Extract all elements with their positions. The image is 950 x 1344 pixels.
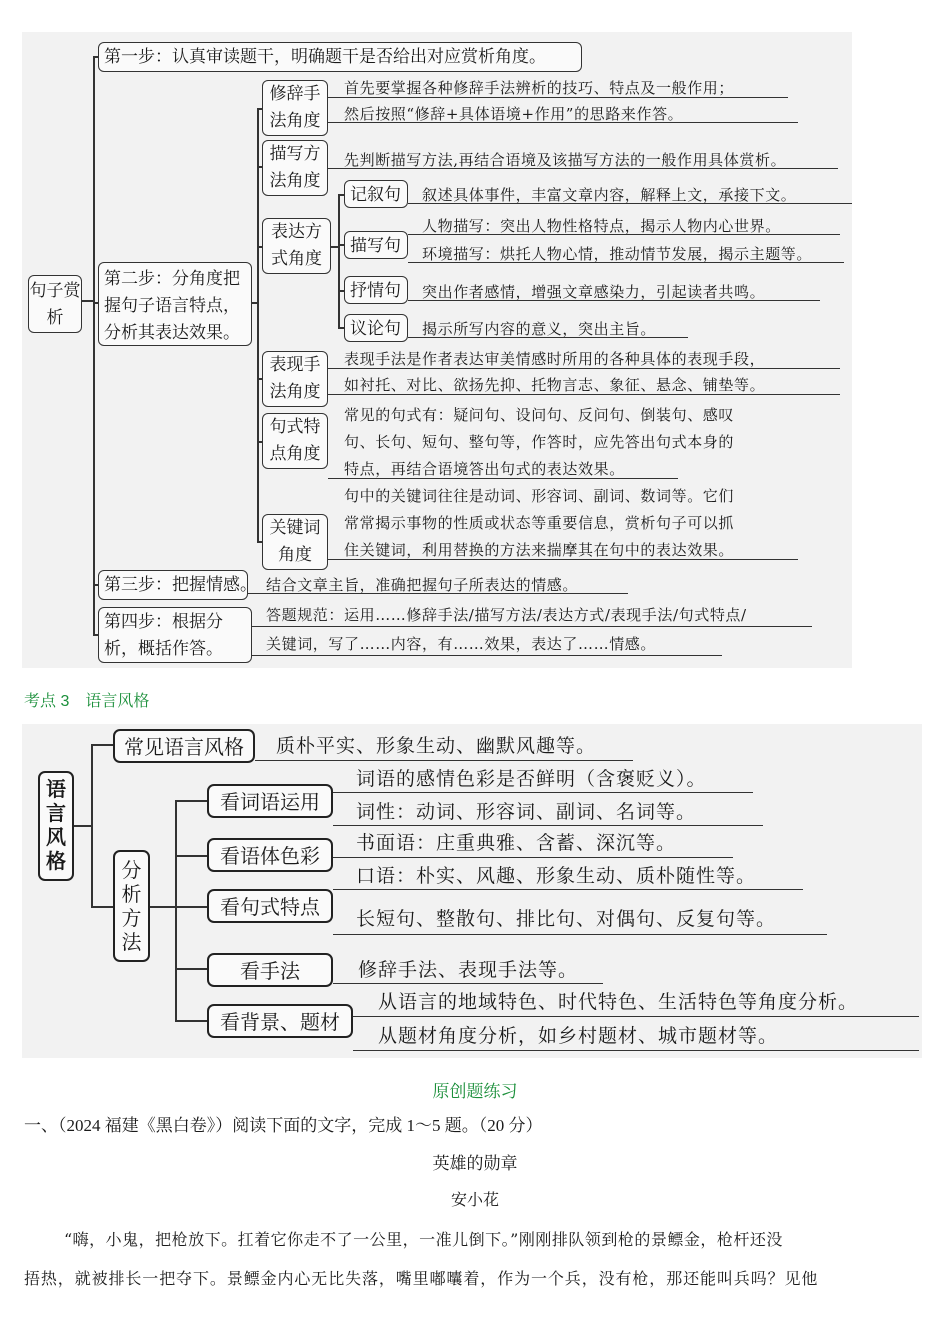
connector xyxy=(74,825,92,827)
argument-text: 揭示所写内容的意义，突出主旨。 xyxy=(422,320,657,338)
sentence-line-1: 常见的句式有：疑问句、设问句、反问句、倒装句、感叹 xyxy=(344,406,735,424)
describe-box: 描写句 xyxy=(344,231,408,259)
underline xyxy=(328,394,840,395)
story-author: 安小花 xyxy=(450,1192,499,1209)
underline xyxy=(333,825,763,826)
keyword-line-2: 常常揭示事物的性质或状态等重要信息，赏析句子可以抓 xyxy=(344,514,735,532)
connector xyxy=(93,56,95,635)
question-text: 一、（2024 福建《黑白卷》）阅读下面的文字，完成 1～5 题。（20 分） xyxy=(24,1116,543,1135)
underline xyxy=(248,593,628,594)
register-line-2: 口语：朴实、风趣、形象生动、质朴随性等。 xyxy=(356,865,757,887)
rhetoric-line-2: 然后按照“修辞+具体语境+作用”的思路来作答。 xyxy=(344,105,684,123)
connector xyxy=(257,108,259,542)
register-box: 看语体色彩 xyxy=(207,838,333,872)
underline xyxy=(333,792,753,793)
underline xyxy=(328,559,798,560)
connector xyxy=(91,906,113,908)
connector xyxy=(175,1020,207,1022)
step4-line-2: 关键词，写了……内容，有……效果，表达了……情感。 xyxy=(266,635,657,653)
sentence-feature-text: 长短句、整散句、排比句、对偶句、反复句等。 xyxy=(356,908,777,930)
underline xyxy=(255,760,633,761)
rhetoric-angle-box: 修辞手法角度 xyxy=(262,80,328,136)
underline xyxy=(328,368,840,369)
word-usage-line-1: 词语的感情色彩是否鲜明（含褒贬义）。 xyxy=(356,768,707,790)
underline xyxy=(328,478,678,479)
expression-angle-box: 表达方式角度 xyxy=(262,218,331,274)
background-box: 看背景、题材 xyxy=(207,1004,353,1038)
connector xyxy=(91,744,113,746)
technique-angle-box: 表现手法角度 xyxy=(262,351,328,407)
root-sentence-analysis: 句子赏析 xyxy=(28,275,82,333)
step3-box: 第三步：把握情感。 xyxy=(98,570,248,600)
describe-line-1: 人物描写：突出人物性格特点，揭示人物内心世界。 xyxy=(422,217,781,235)
connector xyxy=(175,855,207,857)
sentence-line-3: 特点，再结合语境答出句式的表达效果。 xyxy=(344,460,625,478)
common-style-box: 常见语言风格 xyxy=(113,729,255,763)
background-line-1: 从语言的地域特色、时代特色、生活特色等角度分析。 xyxy=(378,991,859,1013)
connector xyxy=(175,968,207,970)
step4-line-1: 答题规范：运用……修辞手法/描写方法/表达方式/表现手法/句式特点/ xyxy=(266,606,747,624)
argument-box: 议论句 xyxy=(344,314,408,342)
underline xyxy=(408,234,840,235)
step1-box: 第一步：认真审读题干，明确题干是否给出对应赏析角度。 xyxy=(98,42,582,72)
lyric-box: 抒情句 xyxy=(344,276,408,304)
keyword-angle-box: 关键词角度 xyxy=(262,514,328,570)
connector xyxy=(338,194,340,328)
lyric-text: 突出作者感情，增强文章感染力，引起读者共鸣。 xyxy=(422,283,766,301)
underline xyxy=(333,857,733,858)
technique-text: 修辞手法、表现手法等。 xyxy=(358,959,579,981)
underline xyxy=(408,337,688,338)
underline xyxy=(328,97,788,98)
background-line-2: 从题材角度分析，如乡村题材、城市题材等。 xyxy=(378,1025,779,1047)
underline xyxy=(333,934,827,935)
underline xyxy=(328,122,798,123)
underline xyxy=(408,300,820,301)
story-title: 英雄的勋章 xyxy=(432,1154,518,1173)
connector xyxy=(91,744,93,908)
underline xyxy=(353,1016,919,1017)
practice-title: 原创题练习 xyxy=(432,1082,518,1101)
sentence-angle-box: 句式特点角度 xyxy=(262,413,328,469)
describe-line-2: 环境描写：烘托人物心情，推动情节发展，揭示主题等。 xyxy=(422,245,813,263)
description-text: 先判断描写方法,再结合语境及该描写方法的一般作用具体赏析。 xyxy=(344,151,787,169)
technique-line-1: 表现手法是作者表达审美情感时所用的各种具体的表现手段， xyxy=(344,350,766,368)
underline xyxy=(252,626,812,627)
underline xyxy=(408,262,844,263)
technique-box: 看手法 xyxy=(207,953,333,987)
root-language-style: 语言风格 xyxy=(38,771,74,881)
keyword-line-1: 句中的关键词往往是动词、形容词、副词、数词等。它们 xyxy=(344,487,735,505)
sentence-line-2: 句、长句、短句、整句等，作答时，应先答出句式本身的 xyxy=(344,433,735,451)
word-usage-line-2: 词性：动词、形容词、副词、名词等。 xyxy=(356,801,697,823)
register-line-1: 书面语：庄重典雅、含蓄、深沉等。 xyxy=(356,832,677,854)
common-style-text: 质朴平实、形象生动、幽默风趣等。 xyxy=(276,735,597,757)
connector xyxy=(150,906,176,908)
method-box: 分析方法 xyxy=(113,850,150,962)
description-angle-box: 描写方法角度 xyxy=(262,140,328,196)
underline xyxy=(408,203,852,204)
connector xyxy=(175,800,177,1022)
step3-text: 结合文章主旨，准确把握句子所表达的情感。 xyxy=(266,576,579,594)
narrative-text: 叙述具体事件，丰富文章内容，解释上文，承接下文。 xyxy=(422,186,797,204)
underline xyxy=(353,1050,919,1051)
connector xyxy=(175,906,207,908)
step4-box: 第四步：根据分析，概括作答。 xyxy=(98,607,252,663)
technique-line-2: 如衬托、对比、欲扬先抑、托物言志、象征、悬念、铺垫等。 xyxy=(344,376,766,394)
step2-box: 第二步：分角度把握句子语言特点，分析其表达效果。 xyxy=(98,262,252,346)
story-paragraph-line-2: 捂热，就被排长一把夺下。景鳔金内心无比失落，嘴里嘟囔着，作为一个兵，没有枪，那还能叫兵吗？见他 xyxy=(24,1269,819,1288)
word-usage-box: 看词语运用 xyxy=(207,784,333,818)
section-title: 考点 3 语言风格 xyxy=(24,693,150,710)
narrative-box: 记叙句 xyxy=(344,180,408,208)
rhetoric-line-1: 首先要掌握各种修辞手法辨析的技巧、特点及一般作用； xyxy=(344,79,735,97)
underline xyxy=(333,889,803,890)
underline xyxy=(333,983,603,984)
underline xyxy=(328,168,838,169)
underline xyxy=(252,655,722,656)
keyword-line-3: 住关键词，利用替换的方法来揣摩其在句中的表达效果。 xyxy=(344,541,735,559)
story-paragraph-line-1: “嗨，小鬼，把枪放下。扛着它你走不了一公里，一准儿倒下。”刚刚排队领到枪的景鳔金，枪杆还没 xyxy=(64,1230,783,1249)
connector xyxy=(175,800,207,802)
sentence-feature-box: 看句式特点 xyxy=(207,889,333,923)
